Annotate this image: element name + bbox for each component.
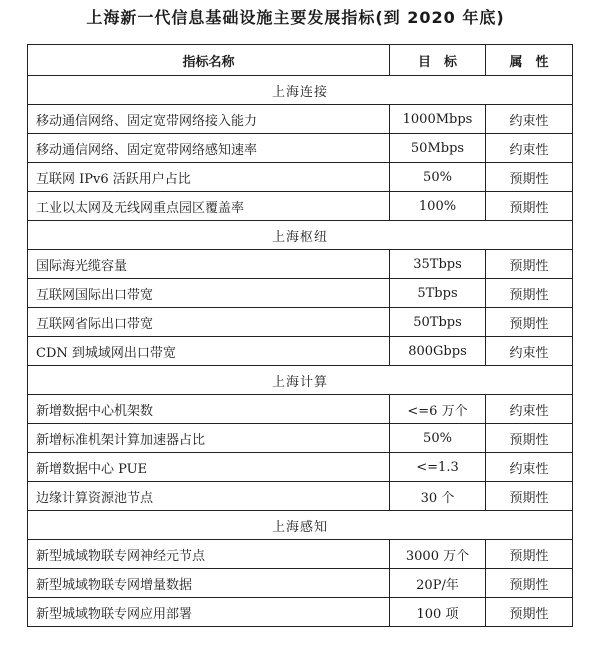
table-row [28, 569, 573, 598]
header-indicator-name: 指标名称 [28, 45, 390, 76]
target-cell: 35Tbps [390, 250, 486, 279]
target-cell: 50Tbps [390, 308, 486, 337]
attribute-cell: 预期性 [486, 540, 573, 569]
table-row [28, 105, 573, 134]
table-row [28, 395, 573, 424]
target-cell: 1000Mbps [390, 105, 486, 134]
table-row [28, 134, 573, 163]
target-cell: 50% [390, 424, 486, 453]
header-row [28, 45, 573, 76]
table-row [28, 424, 573, 453]
indicator-name-cell: 互联网 IPv6 活跃用户占比 [28, 163, 390, 192]
section-row [28, 366, 573, 395]
attribute-cell: 约束性 [486, 134, 573, 163]
table-row [28, 308, 573, 337]
target-cell: 800Gbps [390, 337, 486, 366]
target-cell: 100 项 [390, 598, 486, 627]
indicator-name-cell: 新型城域物联专网增量数据 [28, 569, 390, 598]
table-row [28, 453, 573, 482]
table-row [28, 163, 573, 192]
section-title: 上海连接 [28, 76, 573, 105]
target-cell: 30 个 [390, 482, 486, 511]
indicator-name-cell: 边缘计算资源池节点 [28, 482, 390, 511]
target-cell: 5Tbps [390, 279, 486, 308]
table-row [28, 250, 573, 279]
target-cell: 20P/年 [390, 569, 486, 598]
header-attribute: 属 性 [486, 45, 573, 76]
attribute-cell: 预期性 [486, 279, 573, 308]
table-body [28, 76, 573, 627]
target-cell: 50% [390, 163, 486, 192]
target-cell: <=1.3 [390, 453, 486, 482]
indicator-name-cell: 工业以太网及无线网重点园区覆盖率 [28, 192, 390, 221]
indicator-name-cell: 互联网省际出口带宽 [28, 308, 390, 337]
attribute-cell: 约束性 [486, 453, 573, 482]
indicator-name-cell: 新型城域物联专网应用部署 [28, 598, 390, 627]
section-row [28, 511, 573, 540]
attribute-cell: 预期性 [486, 308, 573, 337]
indicator-name-cell: 移动通信网络、固定宽带网络感知速率 [28, 134, 390, 163]
header-target: 目 标 [390, 45, 486, 76]
section-row [28, 76, 573, 105]
table-row [28, 337, 573, 366]
attribute-cell: 约束性 [486, 105, 573, 134]
section-title: 上海计算 [28, 366, 573, 395]
target-cell: 50Mbps [390, 134, 486, 163]
table-row [28, 482, 573, 511]
attribute-cell: 预期性 [486, 250, 573, 279]
target-cell: 3000 万个 [390, 540, 486, 569]
attribute-cell: 预期性 [486, 163, 573, 192]
attribute-cell: 约束性 [486, 337, 573, 366]
section-row [28, 221, 573, 250]
attribute-cell: 预期性 [486, 192, 573, 221]
indicator-name-cell: 互联网国际出口带宽 [28, 279, 390, 308]
attribute-cell: 约束性 [486, 395, 573, 424]
attribute-cell: 预期性 [486, 424, 573, 453]
indicator-name-cell: 新型城域物联专网神经元节点 [28, 540, 390, 569]
indicator-name-cell: 新增数据中心机架数 [28, 395, 390, 424]
table-row [28, 192, 573, 221]
indicator-name-cell: 国际海光缆容量 [28, 250, 390, 279]
section-title: 上海感知 [28, 511, 573, 540]
indicator-name-cell: CDN 到城域网出口带宽 [28, 337, 390, 366]
indicator-name-cell: 新增标准机架计算加速器占比 [28, 424, 390, 453]
table-title: 上海新一代信息基础设施主要发展指标(到 2020 年底) [86, 8, 505, 27]
table-row [28, 279, 573, 308]
table-row [28, 540, 573, 569]
target-cell: 100% [390, 192, 486, 221]
table-row [28, 598, 573, 627]
attribute-cell: 预期性 [486, 598, 573, 627]
indicator-table [27, 44, 573, 627]
indicator-name-cell: 新增数据中心 PUE [28, 453, 390, 482]
attribute-cell: 预期性 [486, 482, 573, 511]
indicator-name-cell: 移动通信网络、固定宽带网络接入能力 [28, 105, 390, 134]
target-cell: <=6 万个 [390, 395, 486, 424]
section-title: 上海枢纽 [28, 221, 573, 250]
attribute-cell: 预期性 [486, 569, 573, 598]
